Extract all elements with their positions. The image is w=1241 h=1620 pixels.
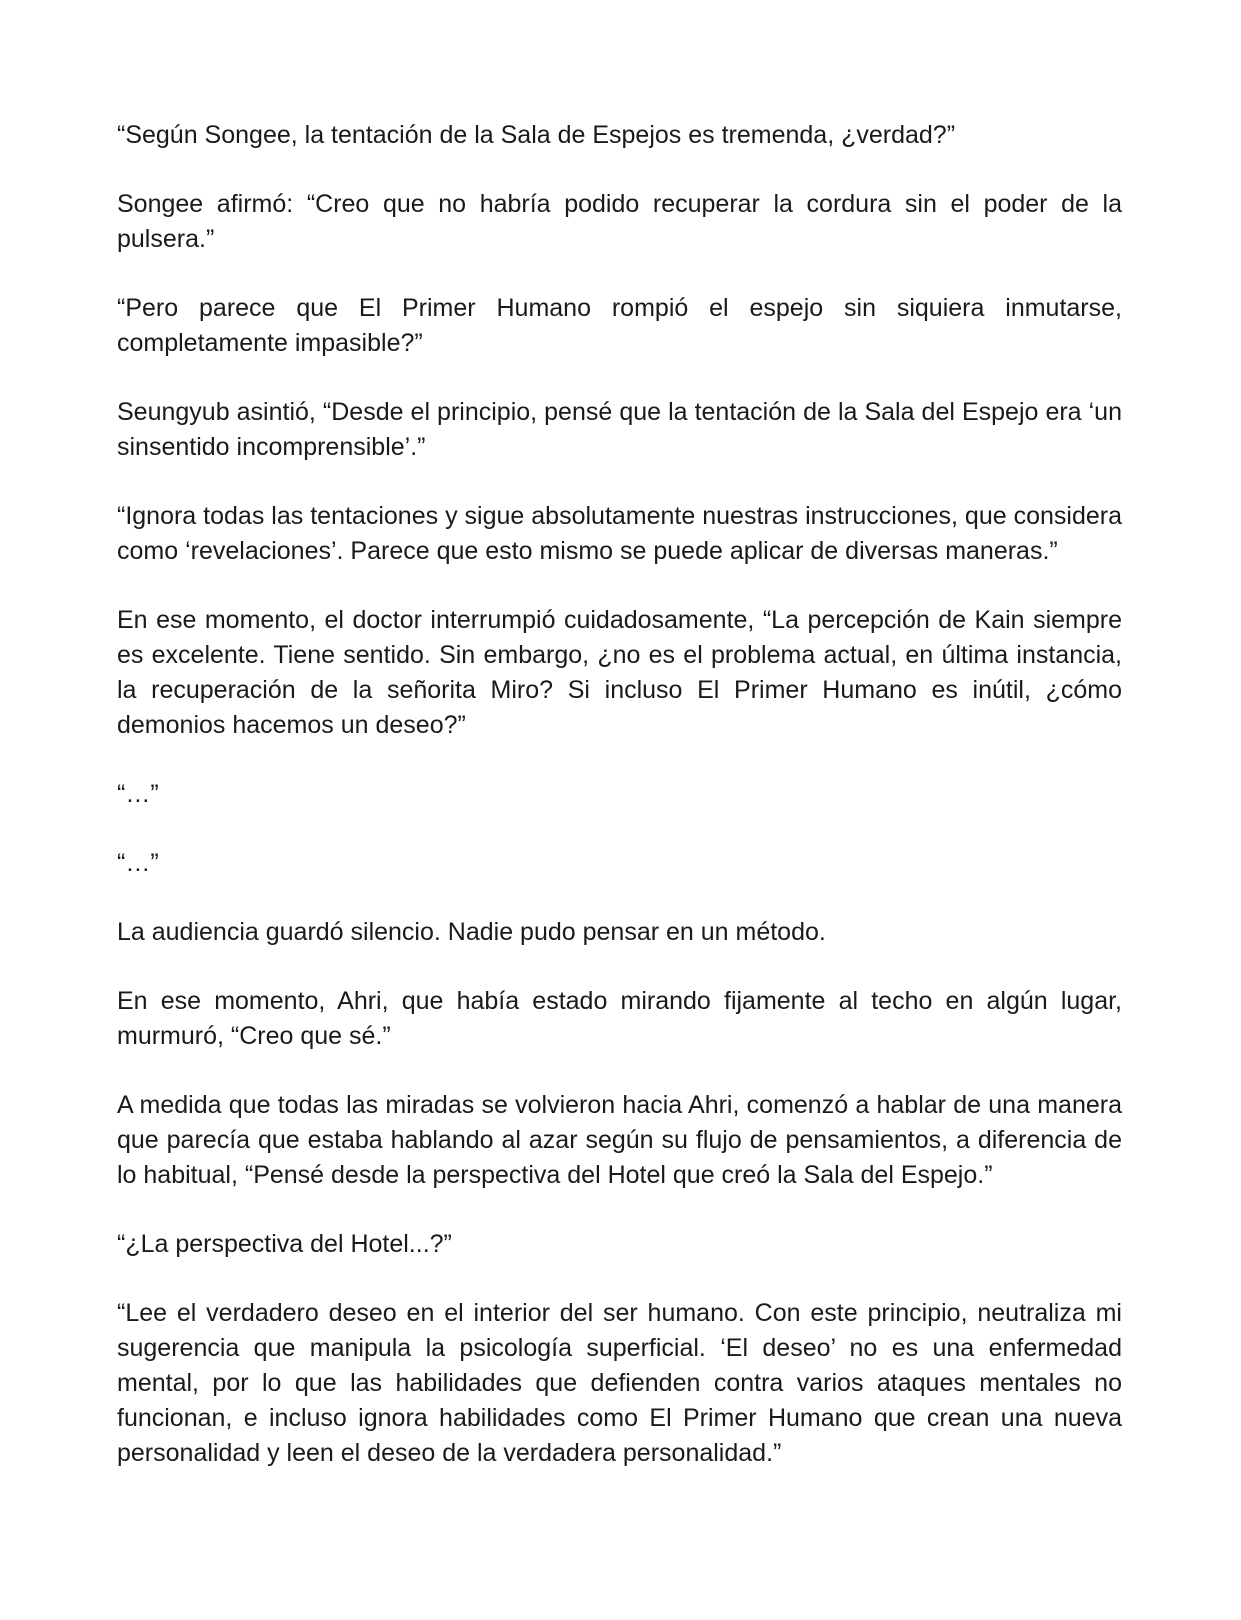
paragraph-9: La audiencia guardó silencio. Nadie pudo pensar en un método. — [117, 918, 826, 946]
paragraph-1: “Según Songee, la tentación de la Sala de Espejos es tremenda, ¿verdad?” — [117, 121, 956, 149]
paragraph-11: A medida que todas las miradas se volvieron hacia Ahri, comenzó a hablar de una manera que parecía que estaba hablando al azar según su flujo de pensamientos, a diferencia de lo habitual, “Pensé desde la perspectiva del Hotel que creó la Sala del Espejo.” — [117, 1091, 1122, 1189]
paragraph-6: En ese momento, el doctor interrumpió cuidadosamente, “La percepción de Kain siempre es excelente. Tiene sentido. Sin embargo, ¿no es el problema actual, en última instancia, la recuperación de la señorita Miro? Si incluso El Primer Humano es inútil, ¿cómo demonios hacemos un deseo?” — [117, 606, 1122, 739]
paragraph-12: “¿La perspectiva del Hotel...?” — [117, 1230, 452, 1258]
paragraph-4: Seungyub asintió, “Desde el principio, pensé que la tentación de la Sala del Espejo era ‘un sinsentido incomprensible’.” — [117, 398, 1122, 461]
paragraph-3: “Pero parece que El Primer Humano rompió el espejo sin siquiera inmutarse, completamente impasible?” — [117, 294, 1122, 357]
paragraph-8: “…” — [117, 849, 159, 877]
paragraph-2: Songee afirmó: “Creo que no habría podido recuperar la cordura sin el poder de la pulsera.” — [117, 190, 1122, 253]
paragraph-10: En ese momento, Ahri, que había estado mirando fijamente al techo en algún lugar, murmuró, “Creo que sé.” — [117, 987, 1122, 1050]
paragraph-7: “…” — [117, 780, 159, 808]
document-page — [117, 118, 1122, 1471]
paragraph-13: “Lee el verdadero deseo en el interior del ser humano. Con este principio, neutraliza mi sugerencia que manipula la psicología superficial. ‘El deseo’ no es una enfermedad mental, por lo que las habilidades que defienden contra varios ataques mentales no funcionan, e incluso ignora habilidades como El Primer Humano que crean una nueva personalidad y leen el deseo de la verdadera personalidad.” — [117, 1299, 1122, 1467]
paragraph-5: “Ignora todas las tentaciones y sigue absolutamente nuestras instrucciones, que considera como ‘revelaciones’. Parece que esto mismo se puede aplicar de diversas maneras.” — [117, 502, 1122, 565]
